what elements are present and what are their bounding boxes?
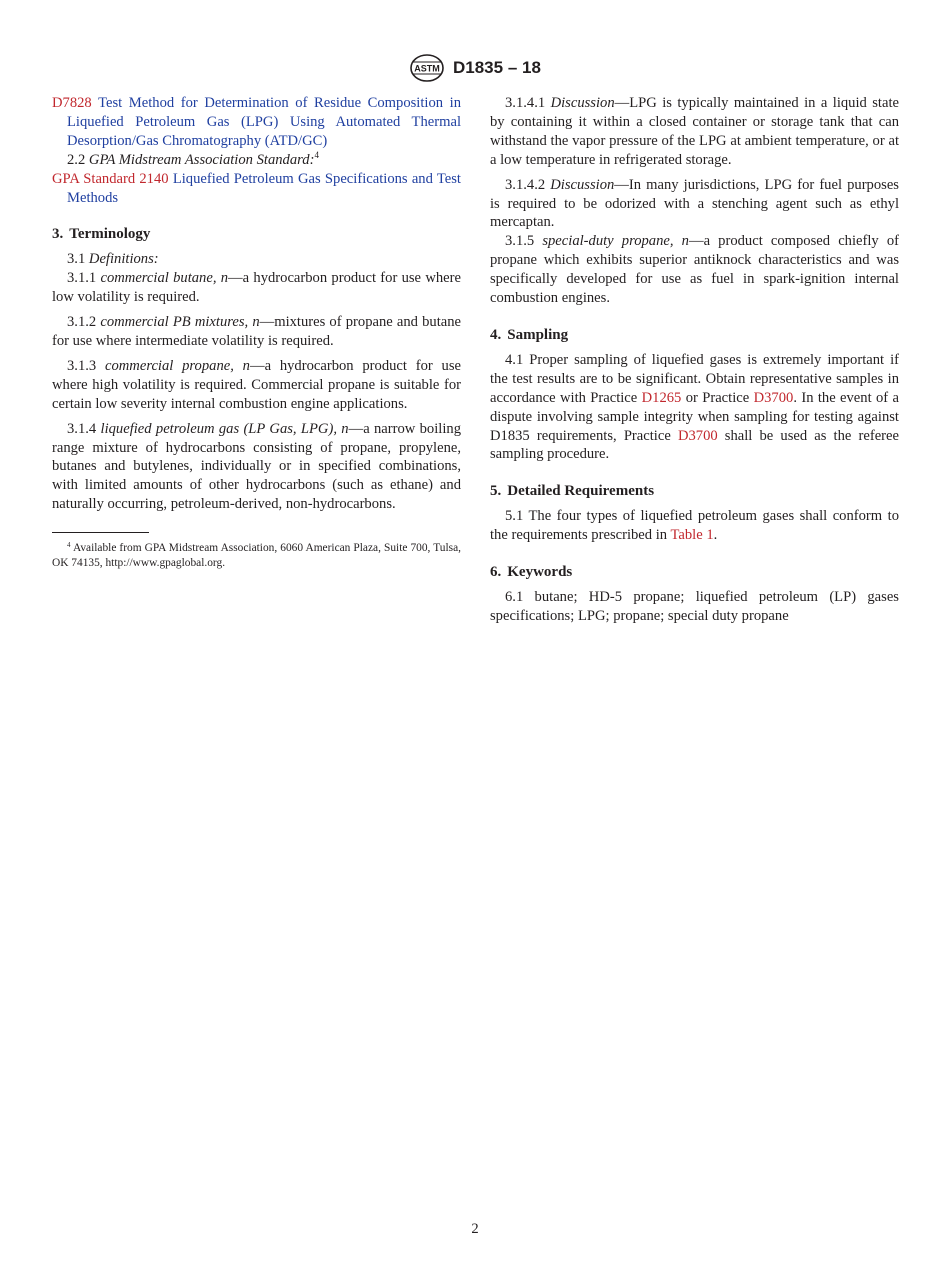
link-table-1[interactable]: Table 1 (670, 527, 714, 544)
definition-commercial-butane (52, 269, 461, 307)
section-4-heading (490, 326, 899, 345)
reference-gpa-link[interactable]: GPA Standard 2140 (52, 170, 169, 187)
section-number: 2.2 (67, 151, 86, 168)
definition-text: —a narrow boiling range mixture of hydrocarbons consisting of propane, propylene, butanes and butylenes, individually or in specified combinations, with limited amounts of other hydrocarbons (such as ethane) and naturally occurring, petroleum-derived, non-hydrocarbons. (52, 420, 461, 513)
standard-designation: D1835 – 18 (453, 58, 541, 77)
section-number: 3.1.4.1 (505, 95, 546, 111)
section-number: 3.1.3 (67, 357, 97, 374)
reference-gpa-title[interactable]: Liquefied Petroleum Gas Specifications and Test Methods (67, 170, 461, 206)
section-number: 5. (490, 483, 502, 500)
section-number: 3.1.5 (505, 233, 535, 250)
page-header (0, 54, 950, 82)
term: commercial butane, n (100, 270, 229, 287)
footnote-mark: 4 (67, 541, 71, 550)
section-number: 3.1.4.2 (505, 176, 546, 193)
section-6-1: 6.1 butane; HD-5 propane; liquefied petroleum (LP) gases specifications; LPG; propane; special duty propane (490, 588, 899, 624)
section-title: Terminology (69, 226, 151, 243)
definition-commercial-pb-mixtures (52, 313, 461, 351)
right-column (490, 94, 899, 626)
footnote-4 (52, 541, 461, 571)
definition-lpg (52, 420, 461, 515)
section-4-1 (490, 351, 899, 464)
section-number: 3. (52, 226, 64, 243)
section-6-heading (490, 563, 899, 582)
definition-text: —mixtures of propane and butane for use where intermediate volatility is required. (52, 314, 461, 349)
discussion-text: —LPG is typically maintained in a liquid state by containing it within a closed container or storage tank that can withstand the vapor pressure of the LPG at ambient temperature, or at a low temperature in refrigerated storage. (490, 95, 899, 168)
paragraph-text: . (713, 527, 718, 544)
definition-special-duty-propane (490, 232, 899, 308)
paragraph-text: 5.1 The four types of liquefied petroleum gases shall conform to the requirements prescribed in (490, 508, 899, 544)
reference-d7828-link[interactable]: D7828 (52, 95, 92, 111)
discussion-3-1-4-1 (490, 94, 899, 170)
section-title: Keywords (507, 564, 573, 581)
reference-d7828 (52, 94, 461, 151)
left-column (52, 94, 461, 571)
section-5-1 (490, 507, 899, 545)
section-title: Sampling (507, 326, 569, 343)
footnote-text: Available from GPA Midstream Association, 6060 American Plaza, Suite 700, Tulsa, OK 74135, http://www.gpaglobal.org. (52, 542, 462, 570)
section-number: 3.1 (67, 251, 86, 268)
definition-text: —a hydrocarbon product for use where high volatility is required. Commercial propane is suitable for certain low severity internal combustion engine applications. (52, 357, 461, 412)
section-3-1 (52, 250, 461, 269)
logo-text: ASTM (414, 63, 440, 74)
definition-text: —a product composed chiefly of propane which exhibits superior antiknock characteristics and was specifically developed for use as fuel in spark-ignition internal combustion engines. (490, 233, 899, 307)
discussion-label: Discussion (550, 176, 615, 193)
section-number: 3.1.1 (67, 270, 97, 287)
term: commercial PB mixtures, n (100, 314, 260, 331)
page-number: 2 (471, 1221, 479, 1237)
footnote-divider (52, 532, 149, 533)
astm-logo-icon (409, 54, 445, 82)
section-2-2 (52, 151, 461, 170)
discussion-3-1-4-2 (490, 176, 899, 233)
link-d1265[interactable]: D1265 (641, 389, 682, 406)
section-title: Definitions: (88, 251, 159, 268)
term: special-duty propane, n (542, 233, 689, 250)
term: liquefied petroleum gas (LP Gas, LPG), n (100, 420, 349, 437)
reference-gpa-2140 (52, 170, 461, 208)
discussion-text: —In many jurisdictions, LPG for fuel purposes is required to be odorized with a stenching agent such as ethyl mercaptan. (490, 176, 899, 231)
paragraph-text: 4.1 Proper sampling of liquefied gases is extremely important if the test results are to be significant. Obtain representative samples in accordance with Practice (490, 351, 899, 406)
reference-d7828-title[interactable]: Test Method for Determination of Residue Composition in Liquefied Petroleum Gas (LPG) Using Automated Thermal Desorption/Gas Chromatography (ATD/GC) (67, 95, 461, 149)
link-d3700[interactable]: D3700 (677, 427, 718, 444)
definition-commercial-propane (52, 357, 461, 414)
paragraph-text: or Practice (681, 389, 754, 406)
section-5-heading (490, 482, 899, 501)
definition-text: —a hydrocarbon product for use where low volatility is required. (52, 270, 461, 306)
section-title: Detailed Requirements (507, 483, 655, 500)
section-number: 3.1.2 (67, 314, 97, 331)
section-number: 4. (490, 326, 502, 343)
discussion-label: Discussion (550, 95, 615, 111)
paragraph-text: shall be used as the referee sampling procedure. (490, 427, 899, 463)
section-number: 6. (490, 564, 502, 581)
footnote-ref: 4 (314, 149, 319, 160)
paragraph-text: . In the event of a dispute involving sample integrity when sampling for testing against D1835 requirements, Practice (490, 389, 899, 444)
section-title: GPA Midstream Association Standard: (88, 151, 315, 168)
section-3-heading (52, 225, 461, 244)
link-d3700[interactable]: D3700 (753, 389, 794, 406)
section-number: 3.1.4 (67, 420, 97, 437)
term: commercial propane, n (104, 357, 250, 374)
